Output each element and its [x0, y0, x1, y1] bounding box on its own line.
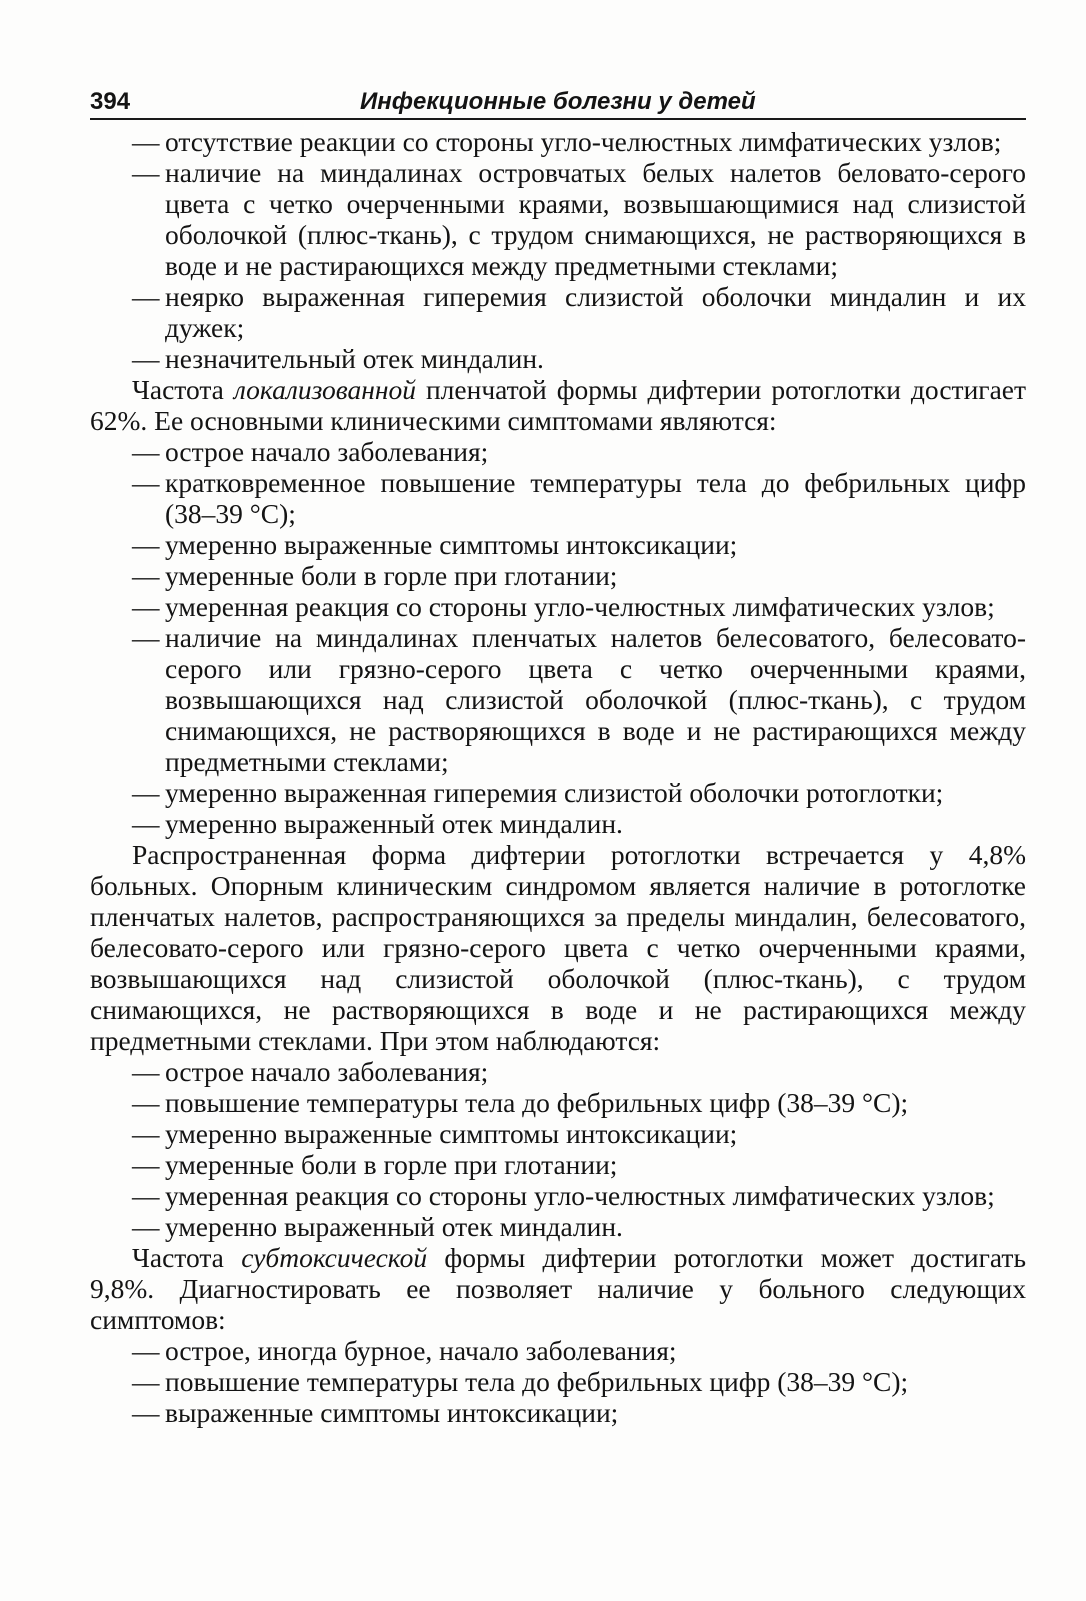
list-item-text: умеренная реакция со стороны угло-челюстных лимфатических узлов; — [165, 591, 995, 622]
symptom-list-3 — [90, 1056, 1026, 1242]
list-item-text: отсутствие реакции со стороны угло-челюстных лимфатических узлов; — [165, 126, 1002, 157]
list-item — [90, 529, 1026, 560]
page-number: 394 — [90, 88, 131, 115]
list-item — [90, 1118, 1026, 1149]
list-item-text: умеренные боли в горле при глотании; — [165, 560, 618, 591]
list-item-text: незначительный отек миндалин. — [165, 343, 544, 374]
list-item-text: наличие на миндалинах пленчатых налетов белесоватого, белесовато-серого или грязно-серого цвета с четко очерченными краями, возвышающихся над слизистой оболочкой (плюс-ткань), с трудом снимающихся, не растворяющихся в воде и не растирающихся между предметными стеклами; — [165, 622, 1026, 777]
list-item — [90, 436, 1026, 467]
running-head — [90, 80, 1026, 120]
list-item-text: умеренно выраженные симптомы интоксикации; — [165, 1118, 738, 1149]
list-item — [90, 1087, 1026, 1118]
list-item — [90, 1335, 1026, 1366]
list-item — [90, 622, 1026, 777]
para-text: Частота — [132, 1242, 242, 1273]
list-item — [90, 343, 1026, 374]
list-item-text: умеренная реакция со стороны угло-челюстных лимфатических узлов; — [165, 1180, 995, 1211]
list-item — [90, 591, 1026, 622]
paragraph-subtoxic-form — [90, 1242, 1026, 1335]
list-item — [90, 467, 1026, 529]
dash: — — [132, 343, 160, 374]
paragraph-localized-form — [90, 374, 1026, 436]
dash: — — [132, 436, 160, 467]
dash: — — [132, 1149, 160, 1180]
paragraph-widespread-form: Распространенная форма дифтерии ротоглотки встречается у 4,8% больных. Опорным клиническим синдромом является наличие в ротоглотке пленчатых налетов, распространяющихся за пределы миндалин, белесоватого, белесовато-серого или грязно-серого цвета с четко очерченными краями, возвышающихся над слизистой оболочкой (плюс-ткань), с трудом снимающихся, не растворяющихся в воде и не растирающихся между предметными стеклами. При этом наблюдаются: — [90, 839, 1026, 1056]
dash: — — [132, 777, 160, 808]
list-item-text: умеренно выраженный отек миндалин. — [165, 808, 623, 839]
list-item-text: умеренно выраженные симптомы интоксикации; — [165, 529, 738, 560]
list-item — [90, 808, 1026, 839]
dash: — — [132, 1056, 160, 1087]
list-item-text: умеренные боли в горле при глотании; — [165, 1149, 618, 1180]
dash: — — [132, 1397, 160, 1428]
dash: — — [132, 1118, 160, 1149]
list-item-text: умеренно выраженный отек миндалин. — [165, 1211, 623, 1242]
dash: — — [132, 467, 160, 498]
list-item — [90, 1056, 1026, 1087]
list-item — [90, 1180, 1026, 1211]
list-item-text: кратковременное повышение температуры тела до фебрильных цифр (38–39 °С); — [165, 467, 1026, 529]
list-item — [90, 1366, 1026, 1397]
list-item — [90, 126, 1026, 157]
list-item-text: острое, иногда бурное, начало заболевания; — [165, 1335, 677, 1366]
list-item-text: повышение температуры тела до фебрильных цифр (38–39 °С); — [165, 1366, 909, 1397]
dash: — — [132, 591, 160, 622]
list-item-text: острое начало заболевания; — [165, 436, 489, 467]
symptom-list-1 — [90, 126, 1026, 374]
dash: — — [132, 529, 160, 560]
list-item — [90, 777, 1026, 808]
running-title: Инфекционные болезни у детей — [360, 88, 756, 115]
dash: — — [132, 1335, 160, 1366]
list-item — [90, 1149, 1026, 1180]
list-item — [90, 157, 1026, 281]
list-item-text: повышение температуры тела до фебрильных цифр (38–39 °С); — [165, 1087, 909, 1118]
list-item-text: острое начало заболевания; — [165, 1056, 489, 1087]
list-item — [90, 560, 1026, 591]
dash: — — [132, 281, 160, 312]
dash: — — [132, 1211, 160, 1242]
list-item-text: выраженные симптомы интоксикации; — [165, 1397, 619, 1428]
list-item — [90, 1397, 1026, 1428]
dash: — — [132, 1366, 160, 1397]
symptom-list-4 — [90, 1335, 1026, 1428]
dash: — — [132, 622, 160, 653]
dash: — — [132, 157, 160, 188]
list-item-text: наличие на миндалинах островчатых белых налетов беловато-серого цвета с четко очерченными краями, возвышающимися над слизистой оболочкой (плюс-ткань), с трудом снимающихся, не растворяющихся в воде и не растирающихся между предметными стеклами; — [165, 157, 1026, 281]
list-item — [90, 281, 1026, 343]
page-body — [90, 126, 1026, 1428]
para-text: пленчатой формы дифтерии ротоглотки достигает 62%. Ее основными клиническими симптомами являются: — [90, 374, 1026, 436]
dash: — — [132, 126, 160, 157]
emphasis: субтоксической — [241, 1242, 428, 1273]
symptom-list-2 — [90, 436, 1026, 839]
dash: — — [132, 1087, 160, 1118]
dash: — — [132, 808, 160, 839]
para-text: Частота — [132, 374, 234, 405]
list-item-text: неярко выраженная гиперемия слизистой оболочки миндалин и их дужек; — [165, 281, 1026, 343]
dash: — — [132, 560, 160, 591]
para-text: формы дифтерии ротоглотки может достигать 9,8%. Диагностировать ее позволяет наличие у больного следующих симптомов: — [90, 1242, 1026, 1335]
list-item — [90, 1211, 1026, 1242]
list-item-text: умеренно выраженная гиперемия слизистой оболочки ротоглотки; — [165, 777, 944, 808]
emphasis: локализованной — [233, 374, 416, 405]
dash: — — [132, 1180, 160, 1211]
